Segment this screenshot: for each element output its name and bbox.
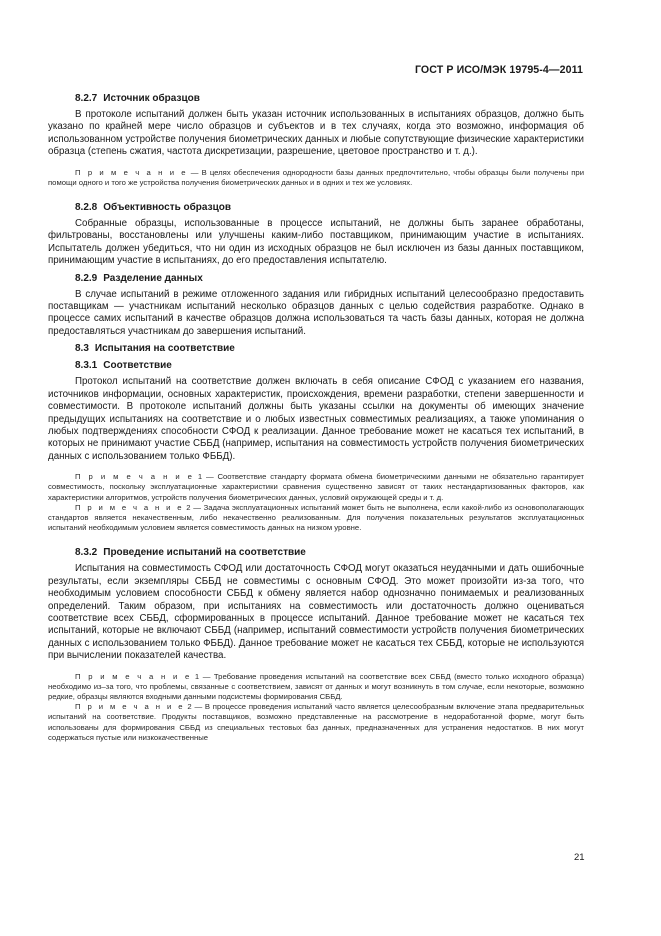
section-heading-8-3: 8.3 Испытания на соответствие	[75, 343, 235, 355]
note-2: П р и м е ч а н и е 2 — В процессе проведения испытаний часто является целесообразным включение этапа предварительных испытаний на соответствие. Продукты поставщиков, возможно представленные на рассмотрение в недоработанной форме, могут быть использованы для формирования СББД из специальных тестовых баз данных, предназначенных для устранения недостатков. В них могут содержаться пустые или низкокачественные	[48, 702, 585, 742]
page-number: 21	[574, 852, 585, 863]
section-heading-8-2-7: 8.2.7 Источник образцов	[75, 93, 200, 104]
section-heading-8-3-1: 8.3.1 Соответствие	[75, 360, 172, 372]
paragraph: В протоколе испытаний должен быть указан источник использованных в испытаниях образцов, должно быть указано по крайней мере число образцов и субъектов и в тех случаях, когда это возможно, информация об использованном устройстве получения биометрических данных и любые сопутствующие физические характеристики образца (степень сжатия, частота дискретизации, разрешение, цветовое пространство и т. д.).	[48, 109, 584, 158]
document-header: ГОСТ Р ИСО/МЭК 19795-4—2011	[414, 64, 583, 76]
section-heading-8-2-9: 8.2.9 Разделение данных	[75, 272, 203, 284]
note-1: П р и м е ч а н и е 1 — Соответствие стандарту формата обмена биометрическими данными не обязательно гарантирует совместимость, поскольку эксплуатационные характеристики сравнения существенно зависят от таких нестандартизованных факторов, как характеристики алгоритмов, устройств получения биометрических данных, условий окружающей среды и т. д.	[48, 472, 585, 502]
paragraph: Испытания на совместимость СФОД или достаточность СФОД могут оказаться неудачными и дать ошибочные результаты, если экземпляры СББД не совместимы с основным СФОД. Это может произойти из-за того, что необходимым условием способности СББД к обмену является набор однозначно понимаемых и реализованных определений. Таким образом, при испытаниях на совместимость или достаточность должно оцениваться соответствие всех СББД, сформированных в процессе испытаний. Данное требование может не касаться тех испытаний, которые не включают СББД (например, испытаний совместимости устройств получения биометрических данных с использованием только ФББД). Данное требование может не касаться тех СББД, которые не используются при вычислении показателей качества.	[48, 563, 584, 662]
note-2: П р и м е ч а н и е 2 — Задача эксплуатационных испытаний может быть не выполнена, если какой-либо из основополагающих стандартов является некачественным, либо некачественно реализованным. Для получения показательных результатов эксплуатационных испытаний необходимым условием является совместимость данных на низком уровне.	[48, 502, 584, 533]
section-heading-8-3-2: 8.3.2 Проведение испытаний на соответствие	[75, 547, 306, 559]
note-1: П р и м е ч а н и е 1 — Требование проведения испытаний на соответствие всех СББД (вместо только исходного образца) необходимо из–за того, что проблемы, связанные с соответствием, зависят от данных и могут возникнуть в том случае, если некоторые, возможно редкие, образцы являются входными данными подсистемы формирования СББД.	[48, 671, 585, 701]
paragraph: Протокол испытаний на соответствие должен включать в себя описание СФОД с указанием его названия, источников информации, основных характеристик, происхождения, времени разработки, степени завершенности и совместимости. В протоколе испытаний должны быть указаны ссылки на документы об имеющих значение предыдущих испытаниях на соответствие и о любых известных совместимых реализациях, а также упоминания о любых подтверждениях способности СФОД к реализации. Данное требование может не касаться тех испытаний, в которых не принимают участие СББД (например, испытания на совместимость устройств получения биометрических данных с использованием только ФББД).	[48, 376, 584, 462]
paragraph: Собранные образцы, использованные в процессе испытаний, не должны быть заранее обработаны, фильтрованы, восстановлены или улучшены каким-либо поставщиком, принимающим участие в испытаниях. Испытатель должен убедиться, что ни один из исходных образцов не был исключен из базы данных поставщиком, принимающим участие в испытаниях, до его предоставления испытателю.	[48, 218, 584, 267]
page-content	[48, 92, 584, 743]
note: П р и м е ч а н и е — В целях обеспечения однородности базы данных предпочтительно, чтобы образцы были получены при помощи одного и того же устройства получения биометрических данных и в одних и тех же условиях.	[48, 167, 584, 187]
section-heading-8-2-8: 8.2.8 Объективность образцов	[75, 202, 231, 214]
paragraph: В случае испытаний в режиме отложенного задания или гибридных испытаний целесообразно предоставить поставщикам — участникам испытаний несколько образцов данных с целью содействия разработке. Однако в процессе самих испытаний в качестве образцов должна использоваться та часть базы данных, которая не должна предоставляться участникам до завершения испытаний.	[48, 288, 584, 337]
